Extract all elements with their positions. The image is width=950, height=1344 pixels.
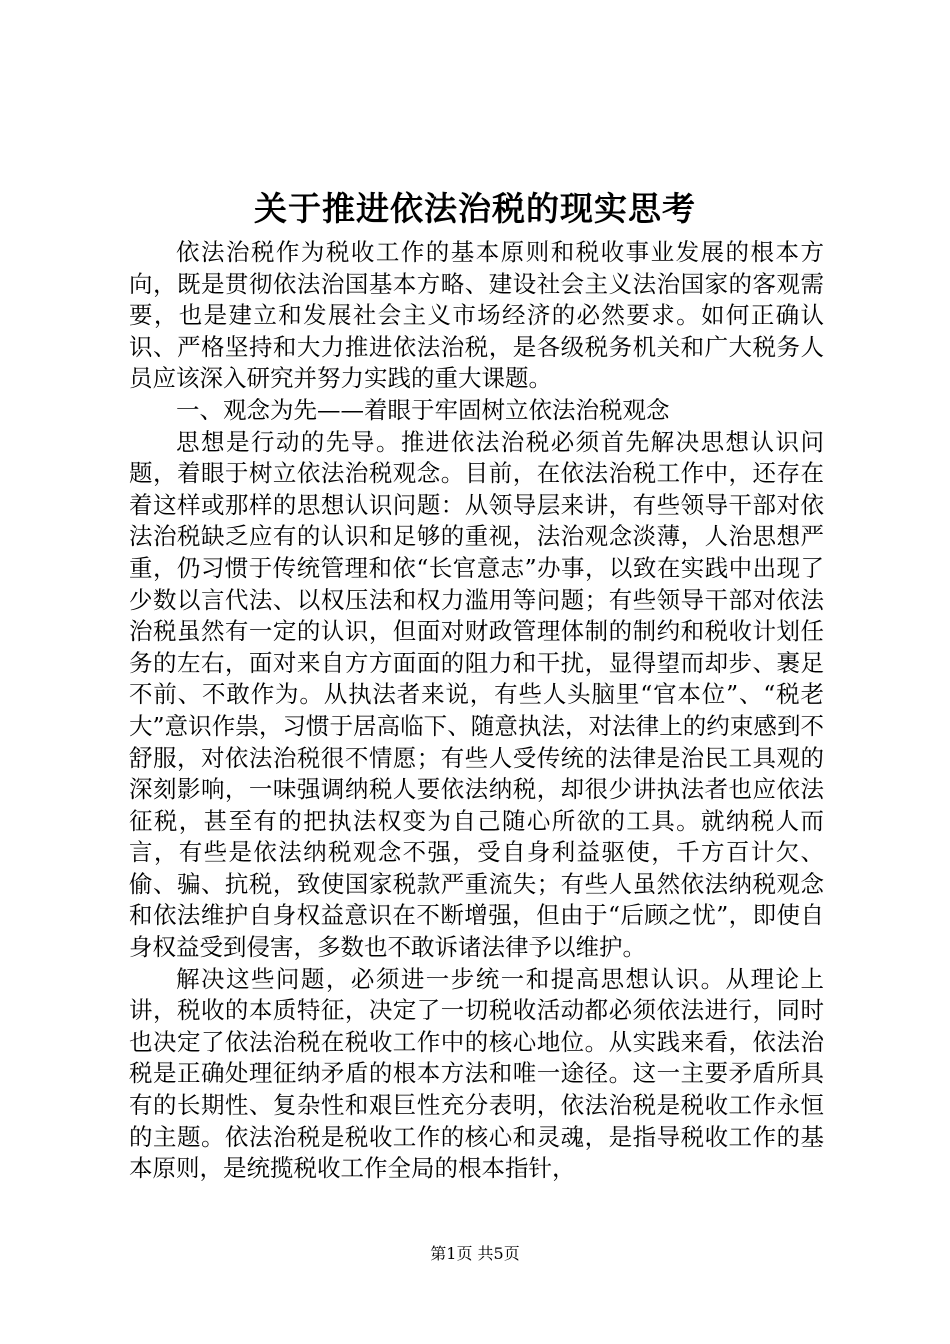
document-title: 关于推进依法治税的现实思考 bbox=[254, 189, 696, 228]
document-body bbox=[129, 237, 824, 1185]
paragraph-intro: 依法治税作为税收工作的基本原则和税收事业发展的根本方向，既是贯彻依法治国基本方略、建设社会主义法治国家的客观需要，也是建立和发展社会主义市场经济的必然要求。如何正确认识、严格坚持和大力推进依法治税，是各级税务机关和广大税务人员应该深入研究并努力实践的重大课题。 bbox=[129, 238, 824, 393]
page-footer: 第1页 共5页 bbox=[430, 1244, 520, 1263]
paragraph-thought-guidance: 思想是行动的先导。推进依法治税必须首先解决思想认识问题，着眼于树立依法治税观念。目前，在依法治税工作中，还存在着这样或那样的思想认识问题：从领导层来讲，有些领导干部对依法治税缺乏应有的认识和足够的重视，法治观念淡薄，人治思想严重，仍习惯于传统管理和依“长官意志”办事，以致在实践中出现了少数以言代法、以权压法和权力滥用等问题；有些领导干部对依法治税虽然有一定的认识，但面对财政管理体制的制约和税收计划任务的左右，面对来自方方面面的阻力和干扰，显得望而却步、裹足不前、不敢作为。从执法者来说，有些人头脑里“官本位”、“税老大”意识作祟，习惯于居高临下、随意执法，对法律上的约束感到不舒服，对依法治税很不情愿；有些人受传统的法律是治民工具观的深刻影响，一味强调纳税人要依法纳税，却很少讲执法者也应依法征税，甚至有的把执法权变为自己随心所欲的工具。就纳税人而言，有些是依法纳税观念不强，受自身利益驱使，千方百计欠、偷、骗、抗税，致使国家税款严重流失；有些人虽然依法纳税观念和依法维护自身权益意识在不断增强，但由于“后顾之忧”，即使自身权益受到侵害，多数也不敢诉诸法律予以维护。 bbox=[129, 427, 824, 962]
section-heading-1: 一、观念为先——着眼于牢固树立依法治税观念 bbox=[176, 395, 670, 424]
paragraph-solve-problems: 解决这些问题，必须进一步统一和提高思想认识。从理论上讲，税收的本质特征，决定了一切税收活动都必须依法进行，同时也决定了依法治税在税收工作中的核心地位。从实践来看，依法治税是正确处理征纳矛盾的根本方法和唯一途径。这一主要矛盾所具有的长期性、复杂性和艰巨性充分表明，依法治税是税收工作永恒的主题。依法治税是税收工作的核心和灵魂，是指导税收工作的基本原则，是统揽税收工作全局的根本指针， bbox=[129, 964, 824, 1183]
